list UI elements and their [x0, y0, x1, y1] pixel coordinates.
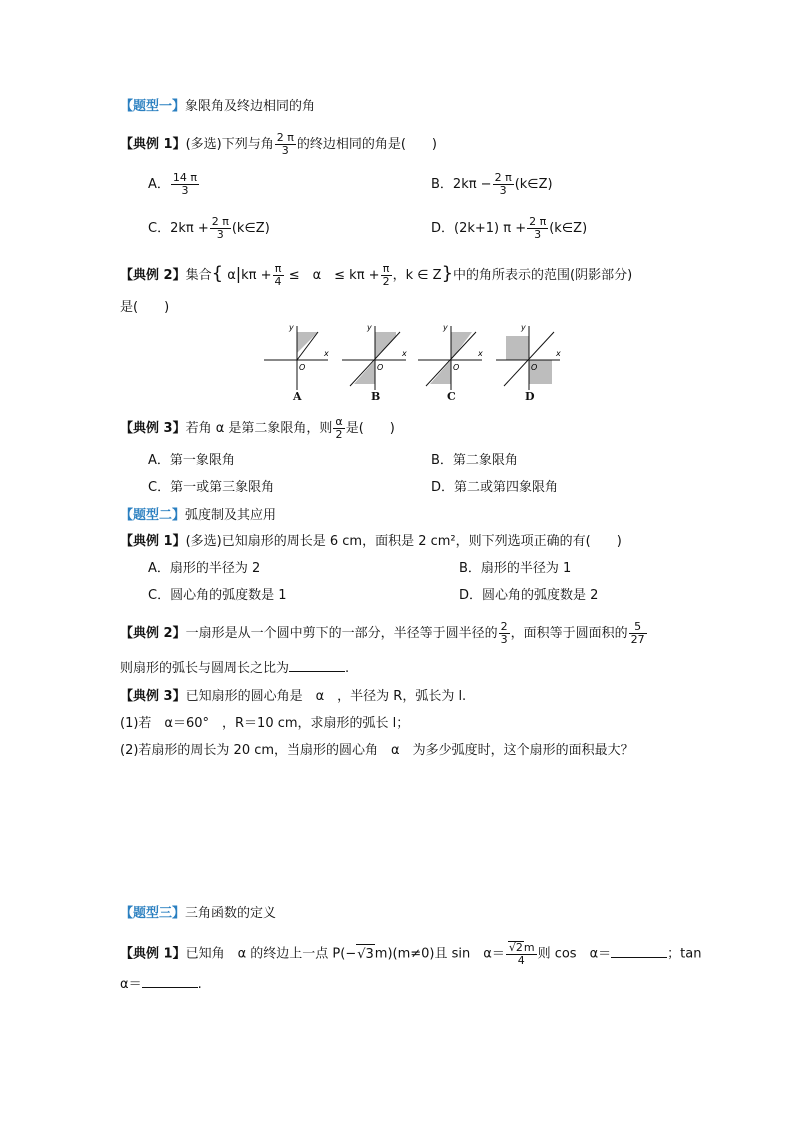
option-b: B．扇形的半径为 1 [459, 561, 572, 576]
figure-d [494, 322, 564, 392]
svg-text:y: y [521, 323, 526, 332]
answer-blank[interactable] [289, 659, 345, 672]
section-heading-3: 【题型三】三角函数的定义 [120, 906, 277, 921]
option-a: A．第一象限角 [148, 453, 235, 468]
answer-blank[interactable] [611, 945, 667, 958]
fraction: $\frac{2 \pi}{3}$ [276, 131, 294, 157]
option-d: D．第二或第四象限角 [431, 480, 559, 495]
svg-text:y: y [443, 323, 448, 332]
example-1-cont: α＝ . [120, 977, 202, 992]
example-text: (多选)下列与角 [185, 137, 274, 152]
option-a: A．扇形的半径为 2 [148, 561, 261, 576]
example-tag: 【典例 2】 [120, 268, 186, 283]
option-d: D．圆心角的弧度数是 2 [459, 588, 599, 603]
figure-c [416, 322, 486, 392]
figure-b [340, 322, 410, 392]
example-1: 【典例 1】(多选)已知扇形的周长是 6 cm，面积是 2 cm²，则下列选项正确的有( ) [120, 534, 622, 549]
option-c: C．2kπ + $\frac{2 \pi}{3}$ (k∈Z) [148, 215, 270, 241]
section-title: 象限角及终边相同的角 [185, 99, 316, 114]
example-text: 的终边相同的角是( ) [296, 137, 438, 152]
option-c: C．第一或第三象限角 [148, 480, 275, 495]
svg-text:y: y [289, 323, 294, 332]
svg-text:O: O [453, 363, 460, 372]
svg-text:y: y [367, 323, 372, 332]
example-3: 【典例 3】已知扇形的圆心角是 α ，半径为 R，弧长为 l. [120, 689, 467, 704]
option-d: D．(2k+1) π + $\frac{2 \pi}{3}$ (k∈Z) [431, 215, 588, 241]
section-tag: 【题型一】 [120, 99, 186, 114]
example-3: 【典例 3】若角 α 是第二象限角，则 $\frac{\alpha}{2}$ 是( ) [120, 415, 395, 441]
option-a: A． $\frac{14 \pi}{3}$ [148, 171, 198, 197]
option-b: B．第二象限角 [431, 453, 518, 468]
answer-blank[interactable] [142, 975, 198, 988]
example-tag: 【典例 1】 [120, 137, 186, 152]
example-1 [120, 132, 437, 157]
svg-text:O: O [377, 363, 384, 372]
svg-text:O: O [531, 363, 538, 372]
option-c: C．圆心角的弧度数是 1 [148, 588, 287, 603]
angle-figures [262, 322, 562, 402]
example-2: 【典例 2】一扇形是从一个圆中剪下的一部分，半径等于圆半径的 $\frac{2}{3}$ ，面积等于圆面积的 $\frac{5}{27}$ [120, 620, 645, 646]
figure-label-c: C [447, 390, 456, 403]
question-1: (1)若 α＝60° ，R＝10 cm，求扇形的弧长 l； [120, 716, 410, 731]
option-b: B．2kπ − $\frac{2 \pi}{3}$ (k∈Z) [431, 171, 553, 197]
section-heading-2: 【题型二】弧度制及其应用 [120, 508, 277, 523]
figure-label-b: B [371, 390, 381, 403]
svg-text:x: x [478, 349, 483, 358]
example-1: 【典例 1】已知角 α 的终边上一点 P(−√3m)(m≠0)且 sin α＝ $\frac{√2m}{4}$ 则 cos α＝ ；tan [120, 941, 702, 967]
svg-text:x: x [402, 349, 407, 358]
example-2-cont: 是( ) [120, 300, 170, 315]
figure-a [262, 322, 332, 392]
svg-text:O: O [299, 363, 306, 372]
figure-label-d: D [525, 390, 535, 403]
question-2: (2)若扇形的周长为 20 cm，当扇形的圆心角 α 为多少弧度时，这个扇形的面积最大？ [120, 743, 634, 758]
example-2: 【典例 2】集合{ α|kπ + $\frac{\pi}{4}$ ≤ α ≤ kπ + $\frac{\pi}{2}$ ，k ∈ Z}中的角所表示的范围(阴影部分) [120, 262, 633, 288]
section-heading-1 [120, 97, 315, 117]
figure-label-a: A [293, 390, 302, 403]
svg-text:x: x [324, 349, 329, 358]
example-2-cont: 则扇形的弧长与圆周长之比为 . [120, 661, 350, 676]
svg-text:x: x [556, 349, 561, 358]
